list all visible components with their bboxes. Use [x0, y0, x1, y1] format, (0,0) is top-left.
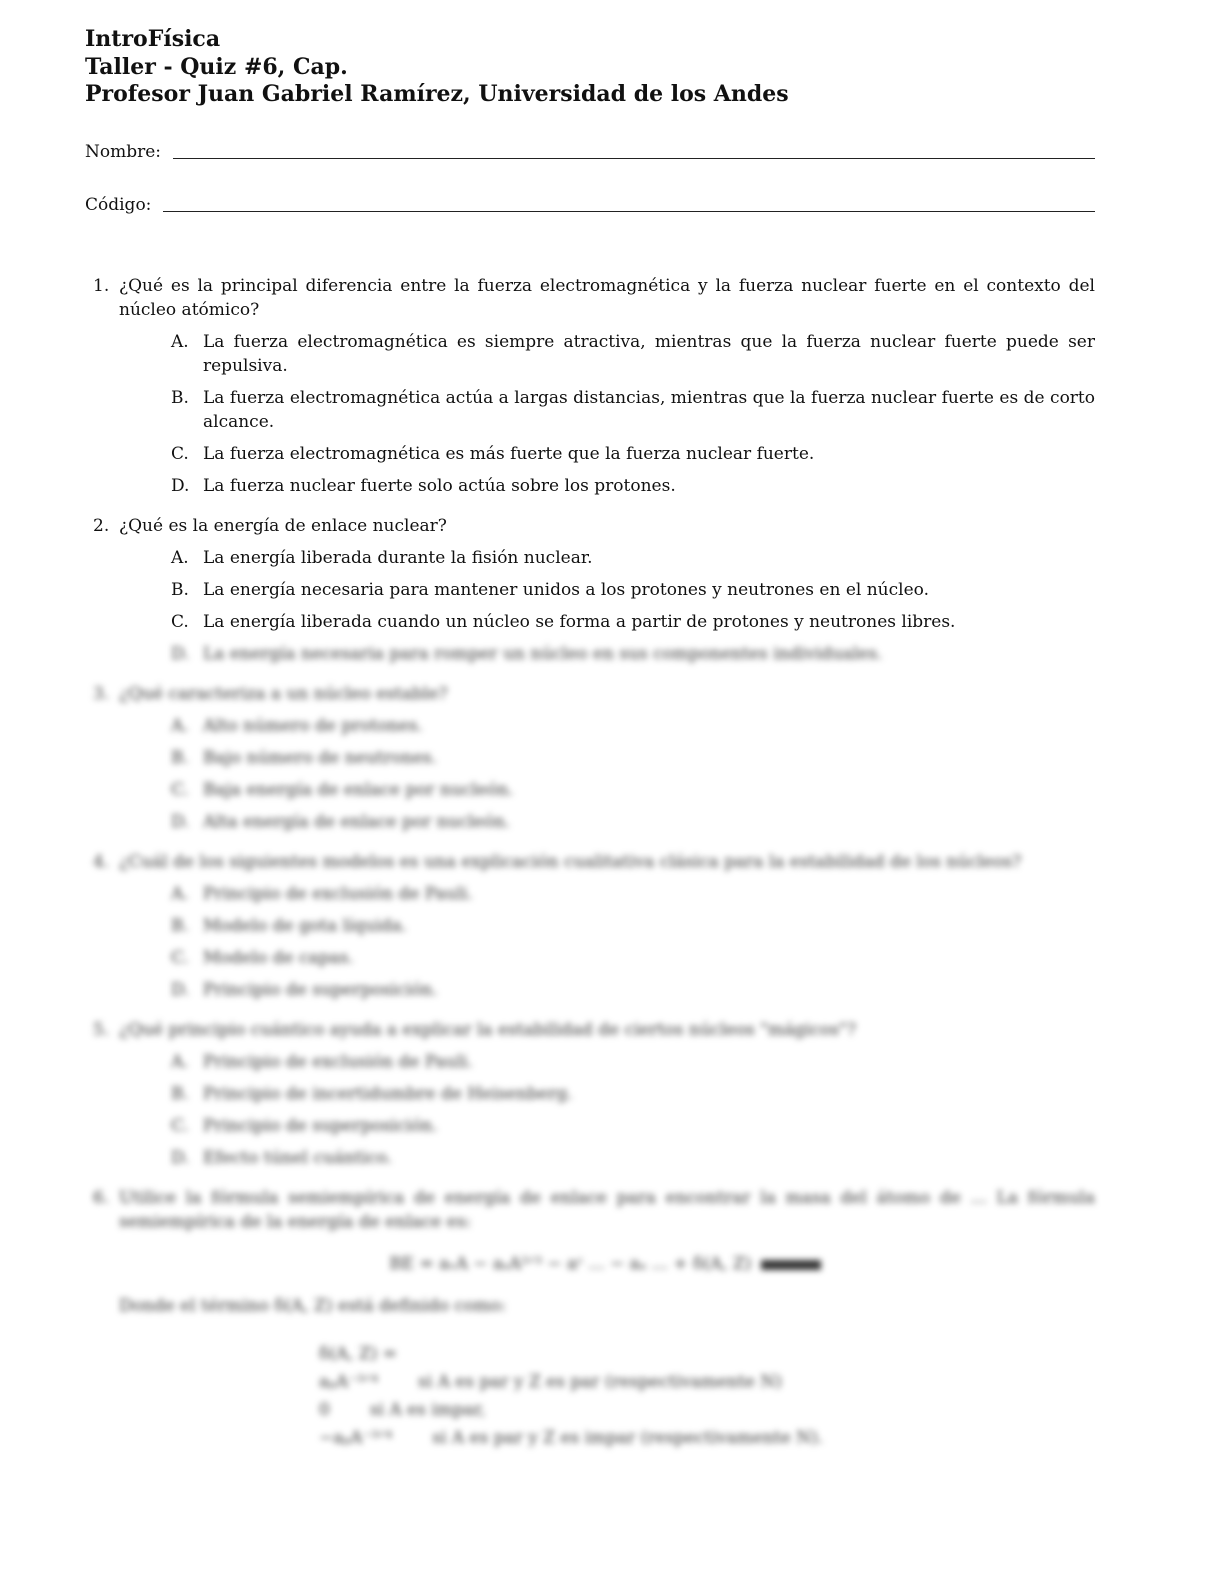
option-list — [119, 714, 1095, 834]
option-letter: B. — [171, 388, 189, 408]
question-number: 4. — [93, 852, 110, 872]
question-number: 1. — [93, 276, 110, 296]
option-a — [171, 546, 1095, 570]
option-list — [119, 546, 1095, 666]
option-text: Efecto túnel cuántico. — [203, 1148, 393, 1168]
option-text: Modelo de gota líquida. — [203, 916, 408, 936]
binding-energy-formula — [119, 1252, 1095, 1276]
option-c — [171, 610, 1095, 634]
option-text: La fuerza electromagnética es más fuerte que la fuerza nuclear fuerte. — [203, 444, 815, 464]
name-label: Nombre: — [85, 142, 162, 162]
option-text: Principio de exclusión de Pauli. — [203, 1052, 473, 1072]
option-text: Alto número de protones. — [203, 716, 423, 736]
case-value: aₚA⁻³ᐟ⁴ — [319, 1372, 379, 1392]
option-text: Principio de exclusión de Pauli. — [203, 884, 473, 904]
question-text: ¿Qué es la energía de enlace nuclear? — [119, 516, 447, 536]
option-letter: C. — [171, 780, 189, 800]
option-text: Bajo número de neutrones. — [203, 748, 438, 768]
option-letter: A. — [171, 548, 189, 568]
option-letter: C. — [171, 1116, 189, 1136]
case-condition: si A es impar, — [369, 1400, 486, 1420]
question-2 — [85, 514, 1095, 666]
option-letter: C. — [171, 444, 189, 464]
name-blank-line — [173, 158, 1095, 159]
option-letter: C. — [171, 948, 189, 968]
option-letter: A. — [171, 884, 189, 904]
quiz-title: Taller - Quiz #6, Cap. — [85, 53, 348, 80]
case-row — [319, 1424, 1095, 1452]
case-row — [319, 1368, 1095, 1396]
option-a — [171, 882, 1095, 906]
option-text: Alta energía de enlace por nucleón. — [203, 812, 511, 832]
option-c — [171, 946, 1095, 970]
option-letter: D. — [171, 644, 190, 664]
option-letter: B. — [171, 916, 189, 936]
option-letter: A. — [171, 716, 189, 736]
option-d — [171, 642, 1095, 666]
question-6 — [85, 1186, 1095, 1452]
option-text: Baja energía de enlace por nucleón. — [203, 780, 514, 800]
course-title: IntroFísica — [85, 26, 221, 52]
document-header — [85, 26, 789, 109]
option-letter: A. — [171, 1052, 189, 1072]
case-value: −aₚA⁻³ᐟ⁴ — [319, 1428, 393, 1448]
question-number: 5. — [93, 1020, 110, 1040]
option-b — [171, 746, 1095, 770]
cases-label: δ(A, Z) = — [319, 1344, 398, 1364]
option-letter: C. — [171, 612, 189, 632]
option-list — [119, 882, 1095, 1002]
option-list — [119, 1050, 1095, 1170]
option-d — [171, 978, 1095, 1002]
option-c — [171, 1114, 1095, 1138]
question-number: 2. — [93, 516, 110, 536]
option-letter: A. — [171, 332, 189, 352]
question-text: Utilice la fórmula semiempírica de energía de enlace para encontrar la masa del átomo de ... La fórmula semiempírica de la energía de enlace es: — [119, 1188, 1095, 1232]
option-text: Principio de incertidumbre de Heisenberg. — [203, 1084, 573, 1104]
question-list — [85, 274, 1095, 1468]
option-b — [171, 1082, 1095, 1106]
option-text: Modelo de capas. — [203, 948, 354, 968]
option-d — [171, 1146, 1095, 1170]
question-text: ¿Qué caracteriza a un núcleo estable? — [119, 684, 448, 704]
option-list — [119, 330, 1095, 498]
option-d — [171, 810, 1095, 834]
option-text: Principio de superposición. — [203, 1116, 438, 1136]
case-condition: si A es par y Z es impar (respectivamente N). — [432, 1428, 824, 1448]
name-field — [85, 142, 1095, 162]
code-label: Código: — [85, 195, 152, 215]
option-b — [171, 386, 1095, 434]
option-a — [171, 1050, 1095, 1074]
option-text: La energía necesaria para mantener unidos a los protones y neutrones en el núcleo. — [203, 580, 929, 600]
option-a — [171, 714, 1095, 738]
option-letter: B. — [171, 580, 189, 600]
option-c — [171, 778, 1095, 802]
option-c — [171, 442, 1095, 466]
option-text: La fuerza electromagnética actúa a largas distancias, mientras que la fuerza nuclear fuerte es de corto alcance. — [203, 388, 1095, 432]
case-condition: si A es par y Z es par (respectivamente N) — [418, 1372, 782, 1392]
code-field — [85, 195, 1095, 215]
option-b — [171, 914, 1095, 938]
option-d — [171, 474, 1095, 498]
option-b — [171, 578, 1095, 602]
case-row — [319, 1396, 1095, 1424]
formula-note: Donde el término δ(A, Z) está definido como: — [119, 1296, 507, 1316]
option-a — [171, 330, 1095, 378]
option-text: La energía necesaria para romper un núcleo en sus componentes individuales. — [203, 644, 883, 664]
option-letter: B. — [171, 1084, 189, 1104]
option-text: La fuerza nuclear fuerte solo actúa sobre los protones. — [203, 476, 676, 496]
formula-redaction-bar — [761, 1260, 821, 1270]
question-text: ¿Cuál de los siguientes modelos es una explicación cualitativa clásica para la estabilidad de los núcleos? — [119, 852, 1022, 872]
question-3 — [85, 682, 1095, 834]
option-letter: B. — [171, 748, 189, 768]
blurred-questions — [85, 682, 1095, 1452]
option-letter: D. — [171, 812, 190, 832]
question-4 — [85, 850, 1095, 1002]
delta-cases — [319, 1340, 1095, 1452]
option-text: Principio de superposición. — [203, 980, 438, 1000]
question-5 — [85, 1018, 1095, 1170]
question-text: ¿Qué es la principal diferencia entre la fuerza electromagnética y la fuerza nuclear fuerte en el contexto del núcleo atómico? — [119, 276, 1095, 320]
code-blank-line — [163, 211, 1095, 212]
professor-line: Profesor Juan Gabriel Ramírez, Universidad de los Andes — [85, 81, 789, 107]
question-1 — [85, 274, 1095, 498]
question-number: 3. — [93, 684, 110, 704]
case-value: 0 — [319, 1400, 330, 1420]
option-letter: D. — [171, 1148, 190, 1168]
option-text: La energía liberada cuando un núcleo se forma a partir de protones y neutrones libres. — [203, 612, 956, 632]
question-number: 6. — [93, 1188, 110, 1208]
option-text: La fuerza electromagnética es siempre atractiva, mientras que la fuerza nuclear fuerte puede ser repulsiva. — [203, 332, 1095, 376]
question-text: ¿Qué principio cuántico ayuda a explicar la estabilidad de ciertos núcleos "mágicos"? — [119, 1020, 856, 1040]
option-letter: D. — [171, 980, 190, 1000]
option-letter: D. — [171, 476, 190, 496]
formula-text: BE = aᵥA − aₛA²ᐟ³ − aᶜ ... − aₐ ... + δ(A, Z) — [389, 1254, 752, 1274]
option-text: La energía liberada durante la fisión nuclear. — [203, 548, 593, 568]
